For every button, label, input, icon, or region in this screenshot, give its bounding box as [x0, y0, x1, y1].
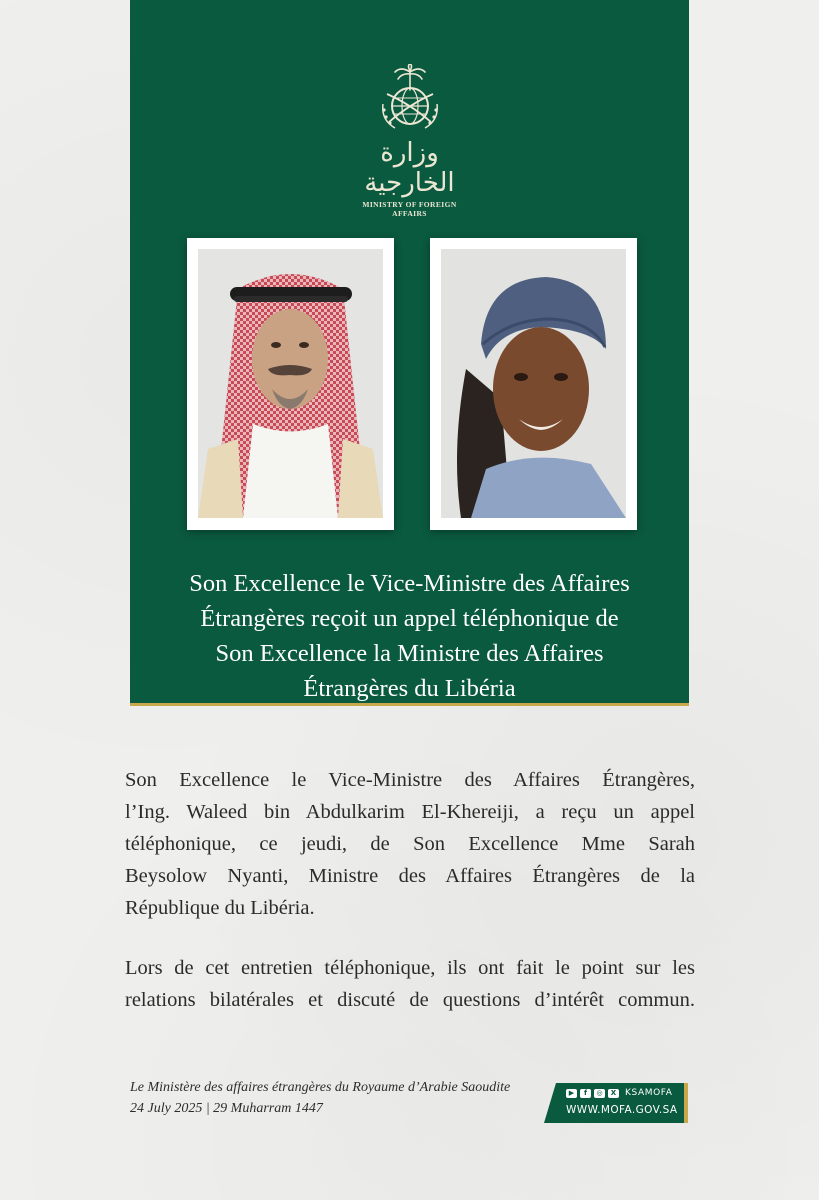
x-icon[interactable]: X — [608, 1089, 619, 1098]
social-badge[interactable] — [544, 1083, 688, 1123]
body-line: téléphonique, ce jeudi, de Son Excellence Mme Sarah — [125, 833, 695, 855]
header-banner — [130, 0, 689, 706]
ministry-logo — [345, 64, 475, 218]
body-line: l’Ing. Waleed bin Abdulkarim El-Khereiji, a reçu un appel — [125, 801, 695, 823]
instagram-icon[interactable]: ◎ — [594, 1089, 605, 1098]
website-link[interactable]: WWW.MOFA.GOV.SA — [566, 1104, 678, 1116]
footer-ministry: Le Ministère des affaires étrangères du Royaume d’Arabie Saoudite — [130, 1080, 511, 1095]
footer-credit — [130, 1077, 510, 1119]
body-line: Son Excellence le Vice-Ministre des Affaires Étrangères, — [125, 769, 695, 791]
portrait-liberian-minister — [441, 249, 626, 518]
social-handle[interactable]: KSAMOFA — [625, 1088, 673, 1098]
ministry-name-english: MINISTRY OF FOREIGN AFFAIRS — [362, 200, 457, 218]
body-paragraph-1 — [125, 764, 695, 924]
footer-date: 24 July 2025 | 29 Muharram 1447 — [130, 1101, 323, 1116]
photo-liberian-minister — [430, 238, 637, 530]
body-line: République du Libéria. — [125, 897, 315, 919]
body-line: Beysolow Nyanti, Ministre des Affaires Étrangères de la — [125, 865, 695, 887]
headline-line: Son Excellence le Vice-Ministre des Affaires — [189, 570, 630, 597]
facebook-icon[interactable]: f — [580, 1089, 591, 1098]
headline — [130, 566, 689, 706]
headline-line: Étrangères reçoit un appel téléphonique de — [200, 605, 619, 632]
body-line: relations bilatérales et discuté de questions d’intérêt commun. — [125, 989, 695, 1011]
social-links — [566, 1088, 684, 1098]
headline-line: Étrangères du Libéria — [303, 675, 516, 702]
youtube-icon[interactable]: ▶ — [566, 1089, 577, 1098]
body-paragraph-2 — [125, 952, 695, 1016]
body-line: Lors de cet entretien téléphonique, ils ont fait le point sur les — [125, 957, 695, 979]
emblem-icon — [375, 64, 445, 134]
ministry-name-arabic: وزارة الخارجية — [364, 138, 455, 198]
headline-line: Son Excellence la Ministre des Affaires — [215, 640, 604, 667]
portrait-vice-minister — [198, 249, 383, 518]
photo-vice-minister — [187, 238, 394, 530]
